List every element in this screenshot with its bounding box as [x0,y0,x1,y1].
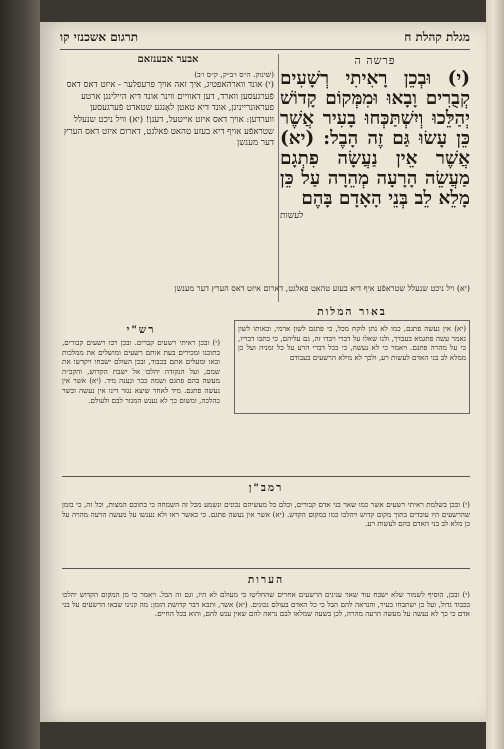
translation-ref: (שינוק. ה״ס ו׳ב״ק, ק״ס ו׳ב) [194,69,274,79]
parashah-label: פרשה ה [354,54,396,67]
notes-text: (י) ובכן, הוסיף לשמור שלא ישבח עוד שאר ענינים הרשעים אחרים שהחליטו כי מעולם לא היו, וגם זה הבל. ויאמר כי מן המקום הקדוש יהלכו בכבוד גדול, ועל כן ישתבחו בעיר, והנראה להם הבל כי כל האדם בעולם נכונים. (יא) אשר, ותבא דבר קדושת הזמן: מה קנינו שבאו הרשעים על בני אדם כי כך לא נעשה על מעשה הרעה מהרה, לכן בשעה שמלאו לבם נראה להם שאין ענש להם, והוא בכל החיים. [62,590,470,619]
translation-note-line: (יא) ויל ניכט שנעלל שטראפֿע איף דיא בעזע טהאט פאלגט, דארום איזט דאס הערץ דער מענשן [174,284,470,293]
book-page [40,22,486,722]
notes-rule-top [62,568,470,569]
ramban-text: (י) ובכן בשלמת ראיתי רשעים אשר כמו שאר בני אדם קבורים, וכלם כל מעשיהם נכונים ונשמע מכל זה השמחה כי בתוכם המצות, וכל זה, כי בזמן שהרשעים היו עובדים בתוך מקום קדוש ויהלכו כמו במקום הקדש. (יא) אשר אין נעשה פתגם. כי כאשר ראו ולא נענשו על מעשה הרעה מהרה על כן מלא לב בני האדם בהם לעשות רע. [62,500,470,529]
header-left: תרגום אשכנזי קו [60,30,139,44]
verse-text: (י) וּבְכֵן רָאִיתִי רְשָׁעִים קְבֻרִים וָבָאוּ וּמִמְּקוֹם קָדוֹשׁ יְהַלֵּכוּ וְיִשְׁתַּכְּחוּ בָעִיר אֲשֶׁר כֵּן עָשׂוּ גַּם זֶה הָבֶל: (יא) אֲשֶׁר אֵין נַעֲשָׂה פִתְגָם מַעֲשֵׂה הָרָעָה מְהֵרָה עַל כֵּן מָלֵא לֵב בְּנֵי הָאָדָם בָּהֶם [280,68,470,209]
main-text-column [280,54,470,221]
rashi-heading: רש"י [126,324,156,336]
book-binding [0,0,40,749]
translation-column [62,54,274,150]
biur-box [234,320,470,414]
header-rule [60,49,470,50]
biur-text: (יא) אין נעשה פתגם, כמו לא נתן לוקח מכל, כי פתגם לשון ארמי, ובאותו לשון נאמר עשה פתגמא בעבדך, ולנו שאלו על דברי ויבדו זה, גם עליהם, כי כתבו דבריו, כי על מהרה פתגם. ויאמר כי לא נעשה, כי ככל דברי הרע על כל זמניה ועל כן ממלא לב בני האדם לעשות רע, ולכך לא מילא הרשעים בעבודם [238,324,466,362]
running-header [60,30,470,48]
page-edges [486,0,504,749]
notes-heading: הערות [247,574,285,586]
translation-text: (י) אונד ווארהאפטיג, איך זאה אויך פרעפלער - איזט דאס דאס פֿערגעסען ווארד, דען דאוויים ווינר אונד דיא היילינגן ארטע פעראונרייניגן, אונד דיא טאטן לאָנגע שטאדט פֿערגעסען ווערדען: אויך דאס איזט אייטעל, דענן! (יא) וויל ניכט שנעלל שטראפֿע אויף דיא בעזע טהאט פֿאלגט, דארום איזט דאס הערץ דער מענשן [63,80,274,149]
header-right: מגלת קהלת ח [404,30,470,44]
ramban-heading: רמב"ן [248,482,284,494]
rashi-text: (י) ובכן ראיתי רשעים קברים. ובכן רבו רשעים קבורים, בתוכנו ומכירים בעת אותם רשעים ומושלים את ממלכות ובאו ומעלים אתם בכבוד, ובכן העולם ישבחו ויקדשו את שמם, ועל הנקודה יהלכו אל ישבת הקדוש, והקב״ה מעשה בהם פתגם ושמה כבר ונענה מיד. (יא) אשר אין נעשה פתגם. מיד לאחר שיצא נגזר דינו אין נעשה ובשר כהלכה, ומשום כך לא נענש המגזר לבם ולעולם. [62,338,220,405]
column-divider [278,54,279,302]
translation-title: אבער אבענזאם [137,54,199,65]
ramban-rule-top [62,476,470,477]
biur-heading: באור המלות [317,306,387,318]
catchword: לעשות [280,211,304,221]
